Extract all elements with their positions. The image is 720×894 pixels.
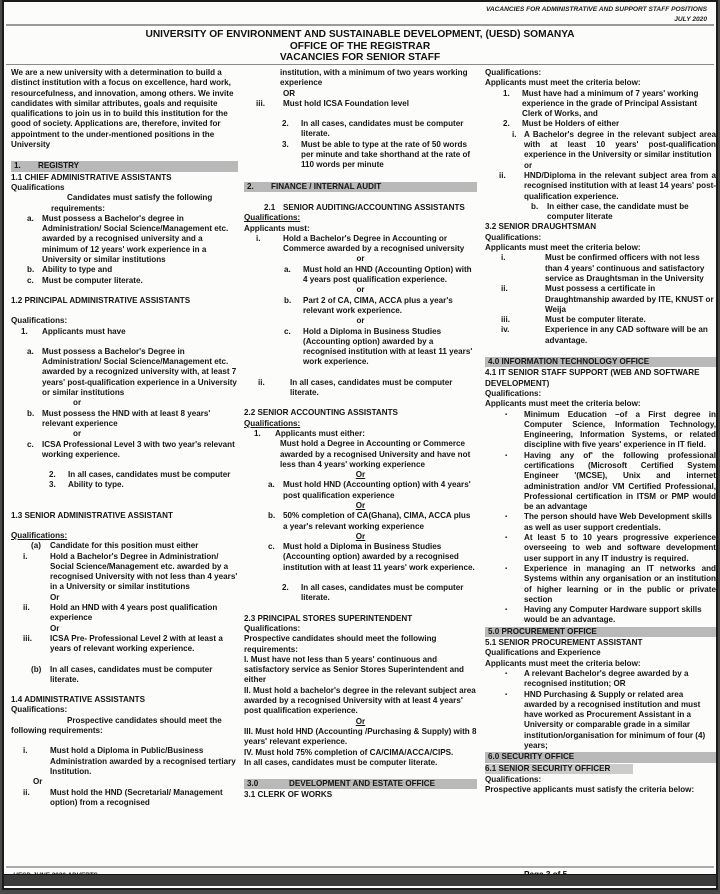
list-marker: ▪ [505,691,508,698]
list-item [11,470,238,480]
or-divider: or [356,316,365,326]
job-title-heading: 1.3 SENIOR ADMINISTRATIVE ASSISTANT [11,510,173,520]
text: Hold a Bachelor's Degree in Administration/ Social Science/Management etc. awarded by a recognised University with not less than 4 years' in a University or similar institutions [50,551,238,592]
list-marker: b. [27,265,35,275]
job-title-heading: 3.2 SENIOR DRAUGHTSMAN [485,222,597,232]
list-marker: b. [531,201,539,211]
list-item [11,665,238,686]
spacer [11,286,238,296]
header-rule [6,24,714,26]
list-marker: ii. [258,377,265,387]
text: Must have had a minimum of 7 years' working experience in the grade of Principal Assistant Clerk of Works, and [522,88,699,119]
list-item [244,378,477,399]
column-1 [11,68,238,863]
list-marker: a. [268,480,275,490]
paragraph: In all cases, candidates must be computer literate. [244,757,438,767]
qualifications-label: Qualifications: [244,418,301,428]
list-marker: iv. [501,325,510,335]
list-item [244,296,477,317]
or-divider: Or [50,592,60,602]
paragraph: I. Must have not less than 5 years' continuous and satisfactory service as Senior Stores Superintendent and either [244,654,464,685]
vacancies-title: VACANCIES FOR SENIOR STAFF [279,52,441,63]
text: Must be confirmed officers with not less than 4 years' continuous and satisfactory service as Draughtsman in the University [545,253,705,283]
text: The person should have Web Development skills as well as user support credentials. [524,512,712,532]
list-marker: i. [512,129,517,139]
text: In all cases, candidates must be computer literate. [50,664,213,684]
header-right-line2: JULY 2020 [674,15,707,23]
spacer [11,460,238,470]
or-divider: or [356,285,365,295]
list-marker: a. [27,213,34,223]
page-bottom-edge [4,874,716,886]
list-marker: 1. [21,326,28,336]
spacer [11,306,238,316]
office-title: OFFICE OF THE REGISTRAR [289,40,431,52]
paragraph: II. Must hold a bachelor's degree in the relevant subject area awarded by a recognised University with at least 4 years' post qualification experience. [244,685,476,716]
list-item [485,325,716,346]
list-marker: 1. [503,88,510,98]
text: Ability to type and [42,265,113,275]
list-item [485,669,716,690]
job-title-heading: 5.1 SENIOR PROCUREMENT ASSISTANT [485,638,643,648]
list-item [11,347,238,398]
text: Experience in any CAD software will be an advantage. [545,325,708,345]
list-marker: ▪ [505,670,508,677]
spacer [244,573,477,583]
list-marker: i. [501,253,506,263]
or-divider: Or [355,716,366,726]
list-item [244,511,477,532]
list-item [244,480,477,501]
list-marker: iii. [23,633,32,643]
list-marker: c. [27,275,34,285]
section-heading [11,161,238,171]
list-marker: i. [256,233,261,243]
spacer [244,768,477,778]
paragraph: Applicants must: [244,223,310,233]
list-item [11,276,238,286]
spacer [244,171,477,181]
text: Must possess a certificate in Draughtmanship awarded by ITE, KNUST or Weija [545,284,714,314]
list-marker: ▪ [505,411,508,418]
list-marker: ▪ [505,607,508,614]
text: Must hold a Diploma in Business Studies (Accounting option) awarded by a recognised institution with at least 11 years' work experience. [283,542,475,572]
list-item [485,690,716,752]
list-item [11,552,238,593]
text: In all cases, candidates must be computer literate. [290,377,453,398]
qualifications-label: Qualifications: [11,705,68,715]
subsection-heading-highlight: 6.1 SENIOR SECURITY OFFICER [485,764,633,774]
text: Must hold ICSA Foundation level [283,98,410,108]
text: Must possess a Bachelor's degree in Administration/ Social Science/Management etc. awarded by a recognised university and a minimum of 12 years' work experience in a University or similar institutions [42,213,229,265]
list-item [11,541,238,551]
section-heading [244,779,477,789]
paragraph: Must hold a Degree in Accounting or Commerce awarded by a recognised University and have not less than 4 years' working experience [280,439,471,469]
list-marker: ii. [23,787,30,797]
list-marker: 3. [282,139,289,149]
spacer [244,109,477,119]
list-marker: ▪ [505,514,508,521]
paragraph: Prospective candidates should meet the following requirements: [244,634,437,654]
list-marker: 1. [254,428,261,438]
text: ICSA Pre- Professional Level 2 with at least a years of relevant working experience. [50,633,223,654]
spacer [244,604,477,614]
list-marker: iii. [256,98,265,108]
column-3 [485,68,716,863]
document-page [2,0,718,890]
list-item [11,746,238,777]
list-marker: 3. [49,480,56,490]
list-marker: b. [284,295,292,305]
qualifications-label: Qualifications: [11,316,68,326]
university-title: UNIVERSITY OF ENVIRONMENT AND SUSTAINABLE DEVELOPMENT, (UESD) SOMANYA [145,29,575,40]
list-marker: c. [268,542,275,552]
list-item [244,265,477,286]
spacer [11,491,238,501]
footer-rule [6,866,714,868]
or-divider: Or [355,531,366,541]
list-item [11,214,238,265]
list-item [485,564,716,605]
qualifications-label: Qualifications [11,182,65,192]
list-item [244,327,477,368]
list-item [244,234,477,255]
paragraph: IV. Must hold 75% completion of CA/CIMA/ACCA/CIPS. [244,747,454,757]
text: Hold a Bachelor's Degree in Accounting or Commerce awarded by a recognised university [283,233,465,254]
spacer [244,398,477,408]
list-item [11,788,238,809]
or-divider: Or [50,623,60,633]
list-item [244,542,477,573]
list-item [485,533,716,564]
or-divider: OR [283,88,296,98]
text: Candidate for this position must either [50,541,199,551]
job-title-heading [244,203,477,213]
text: A Bachelor's degree in the relevant subject area with at least 10 years' post-qualification experience in the University or similar institution [524,129,716,160]
paragraph: III. Must hold HND (Accounting /Purchasing & Supply) with 8 years' relevant experience. [244,726,477,747]
list-marker: (a) [31,541,41,551]
list-marker: 2. [282,583,289,593]
spacer [485,346,716,356]
spacer [244,193,477,203]
job-title-heading: 3.1 CLERK OF WORKS [244,790,333,800]
list-item [11,603,238,624]
list-marker: i. [23,551,28,561]
spacer [11,501,238,511]
qualifications-label: Qualifications: [11,530,68,540]
text: Ability to type. [68,480,124,490]
list-marker: c. [27,439,34,449]
list-item [11,480,238,490]
qualifications-label: Qualifications: [244,623,301,633]
title-block [4,29,716,64]
header-right-line1: VACANCIES FOR ADMINISTRATIVE AND SUPPORT STAFF POSITIONS [485,6,707,13]
paragraph: Prospective candidates should meet the following requirements: [11,715,222,736]
list-item [485,253,716,284]
text: Having any Computer Hardware support skills would be an advantage. [524,605,702,625]
section-number: 2. [247,181,254,191]
header-right [486,5,707,24]
paragraph: Applicants must meet the criteria below: [485,243,641,253]
list-marker: ▪ [505,535,508,542]
intro-paragraph: We are a new university with a determination to build a distinct institution with a focus on excellence, hard work, resourcefulness, and innovation, among others. We invite candidates with similar attributes, goals and requisite qualifications to join us in to build this institution for the good of society. Applications are, therefore, invited for appointment to the under-mentioned positions in the University [11,68,234,150]
text: Must hold HND (Accounting option) with 4 years' post qualification experience [283,480,471,500]
qualifications-label: Qualifications: [244,213,301,223]
or-divider: or [73,429,82,439]
qualifications-label: Qualifications: [485,68,542,77]
list-marker: 2. [49,470,56,480]
or-divider: or [524,160,533,170]
text: Having any of' the following professional certifications (Microsoft Certified System Engineer '(MCSE), Unix and internet administration and/or VM Certified Professional, Professional certification in ITSM or PMP would be an advantage [524,450,716,512]
list-marker: ii. [23,603,30,613]
job-title-heading: 2.2 SENIOR ACCOUNTING ASSISTANTS [244,408,398,418]
section-heading [244,182,477,192]
list-item [244,140,477,171]
spacer [11,150,238,160]
list-marker: (b) [31,664,42,674]
title-rule [6,64,714,65]
list-marker: iii. [501,315,510,325]
list-item [485,89,716,120]
spacer [11,736,238,746]
list-marker: b. [27,408,35,418]
list-item [485,119,716,129]
qualifications-label: Qualifications: [485,232,542,242]
text: Must be Holders of either [522,119,620,129]
section-heading: 5.0 PROCUREMENT OFFICE [485,627,716,637]
job-title-heading: 4.1 IT SENIOR STAFF SUPPORT (WEB AND SOFTWARE DEVELOPMENT) [485,368,700,388]
text: FINANCE / INTERNAL AUDIT [271,181,382,191]
text: Must possess the HND with at least 8 years' relevant experience [42,408,211,428]
text: Hold an HND with 4 years post qualification experience [50,603,218,623]
or-divider: Or [33,777,43,787]
list-marker: a. [27,346,34,356]
list-item [485,284,716,315]
list-marker: i. [23,746,28,756]
list-marker: ii. [501,284,508,294]
text: Applicants must have [42,326,126,336]
list-item [485,171,716,202]
job-title-heading: 1.2 PRINCIPAL ADMINISTRATIVE ASSISTANTS [11,295,191,305]
spacer [244,368,477,378]
text: In all cases, candidates must be computer literate. [301,119,464,139]
list-item [485,512,716,533]
spacer [11,655,238,665]
paragraph: Applicants must meet the criteria below: [485,399,641,409]
text: Must be computer literate. [545,315,646,325]
paragraph: institution, with a minimum of two years working experience [280,68,468,88]
text: Applicants must either: [275,428,365,438]
list-item [11,265,238,275]
list-item [485,202,716,223]
list-item [485,315,716,325]
list-item [485,605,716,626]
list-marker: ii. [499,170,506,180]
list-item [244,583,477,604]
paragraph: Candidates must satisfy the following requirements: [51,193,213,213]
text: DEVELOPMENT AND ESTATE OFFICE [289,779,435,789]
list-item [11,440,238,461]
list-marker: 2. [503,119,510,129]
column-2 [244,68,477,863]
spacer [11,337,238,347]
or-divider: Or [355,500,366,510]
text: Minimum Education –of a First degree in Computer Science, Information Technology, Engineering, Information Systems, or related discipline with five years' experience in IT field. [524,409,716,450]
list-marker: 2.1 [264,202,276,212]
text: Must be able to type at the rate of 50 words per minute and take shorthand at the rate of 110 words per minute [301,139,471,170]
text: Must hold an HND (Accounting Option) with 4 years post qualification experience. [303,264,472,285]
list-item [485,410,716,451]
spacer [11,685,238,695]
text: HND Purchasing & Supply or related area awarded by a recognised institution and must have worked as Procurement Assistant in a University or comparable grade in a similar institution/organisation for minimum of four (4) years; [524,689,706,750]
text: In all cases, candidates must be computer [68,470,231,480]
paragraph: Prospective applicants must satisfy the criteria below: [485,785,695,795]
text: Must possess a Bachelor's Degree in Administration/ Social Science/Management etc. awarded by a recognized university with, at least 7 years' post-qualification experience in a University or similar institutions [42,346,237,398]
text: HND/Diploma in the relevant subject area from a recognised institution with at least 14 years' post-qualification experience. [524,170,716,201]
text: REGISTRY [38,161,80,171]
list-item [244,119,477,140]
text: Experience in managing an IT networks and Systems within any organisation or an institution of higher learning or in the public or private section [524,563,716,604]
text: ICSA Professional Level 3 with two year's relevant working experience. [42,439,235,459]
text: Hold a Diploma in Business Studies (Accounting option) awarded by a recognised institution with at least 11 years' work experience. [303,326,473,367]
text: Must hold the HND (Secretarial/ Management option) from a recognised [50,787,223,807]
or-divider: or [73,398,82,408]
list-item [11,634,238,655]
list-item [11,409,238,430]
section-number: 1. [14,161,21,171]
list-item [485,451,716,513]
list-item [244,429,477,439]
text: Must be computer literate. [42,275,143,285]
paragraph: Applicants must meet the criteria below: [485,658,641,668]
job-title-heading: 1.4 ADMINISTRATIVE ASSISTANTS [11,695,146,705]
text: Part 2 of CA, CIMA, ACCA plus a year's relevant work experience. [303,295,453,315]
qualifications-label: Qualifications and Experience [485,648,601,658]
paragraph: Applicants must meet the criteria below: [485,78,641,88]
list-marker: b. [268,511,276,521]
or-divider: or [356,254,365,264]
section-heading: 6.0 SECURITY OFFICE [485,752,716,762]
text: A relevant Bachelor's degree awarded by a recognised institution; OR [524,668,689,689]
section-heading: 4.0 INFORMATION TECHNOLOGY OFFICE [485,357,716,367]
section-number: 3.0 [247,779,259,789]
list-item [244,99,477,109]
list-marker: c. [284,326,291,336]
text: In all cases, candidates must be computer literate. [301,583,464,603]
list-marker: ▪ [505,452,508,459]
spacer [11,521,238,531]
list-marker: ▪ [505,565,508,572]
qualifications-label: Qualifications: [485,388,542,398]
list-marker: a. [284,264,291,274]
list-marker: 2. [282,119,289,129]
text: 50% completion of CA(Ghana), CIMA, ACCA plus a year's relevant working experience [283,511,471,531]
job-title-heading: 1.1 CHIEF ADMINISTRATIVE ASSISTANTS [11,172,172,182]
list-item [11,327,238,337]
list-item [485,130,716,161]
qualifications-label: Qualifications: [485,774,542,784]
job-title-heading: 2.3 PRINCIPAL STORES SUPERINTENDENT [244,613,413,623]
text: At least 5 to 10 years progressive experience overseeing to web and software development user support in any IT industry is required. [524,533,716,563]
or-divider: Or [355,470,366,480]
text: Must hold a Diploma in Public/Business Administration awarded by a recognised tertiary Institution. [50,746,236,776]
text: SENIOR AUDITING/ACCOUNTING ASSISTANTS [283,202,465,212]
text: In either case, the candidate must be computer literate [547,201,689,222]
